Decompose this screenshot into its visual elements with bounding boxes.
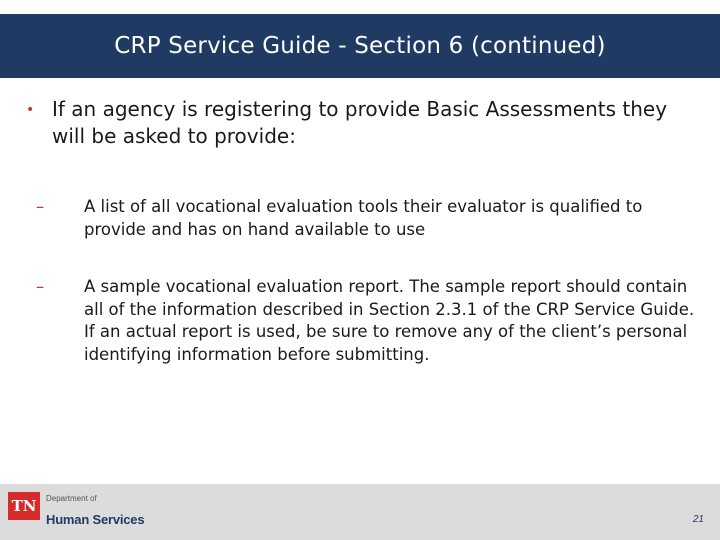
slide-title: CRP Service Guide - Section 6 (continued): [114, 33, 606, 59]
sub-bullet-text: A list of all vocational evaluation tools their evaluator is qualified to provide and has on hand available to use: [84, 197, 643, 239]
sub-bullet-report: [36, 276, 706, 366]
bullet-marker: •: [26, 102, 35, 118]
sub-bullet-text: A sample vocational evaluation report. The sample report should contain all of the information described in Section 2.3.1 of the CRP Service Guide. If an actual report is used, be sure to remove any of the client’s personal identifying information before submitting.: [84, 277, 695, 364]
footer: [0, 484, 720, 540]
logo-dept-text: Department of: [46, 494, 97, 503]
logo-name-text: Human Services: [46, 512, 145, 527]
main-bullet-text: If an agency is registering to provide Basic Assessments they will be asked to provide:: [52, 97, 668, 148]
tn-logo-icon: TN: [8, 492, 40, 520]
dash-marker: –: [36, 197, 45, 216]
dash-marker: –: [36, 277, 45, 296]
title-bar: [0, 14, 720, 78]
sub-bullet-tools: [36, 196, 706, 241]
dhs-logo: [8, 492, 148, 534]
main-bullet: [26, 96, 706, 150]
page-number: 21: [692, 514, 704, 525]
